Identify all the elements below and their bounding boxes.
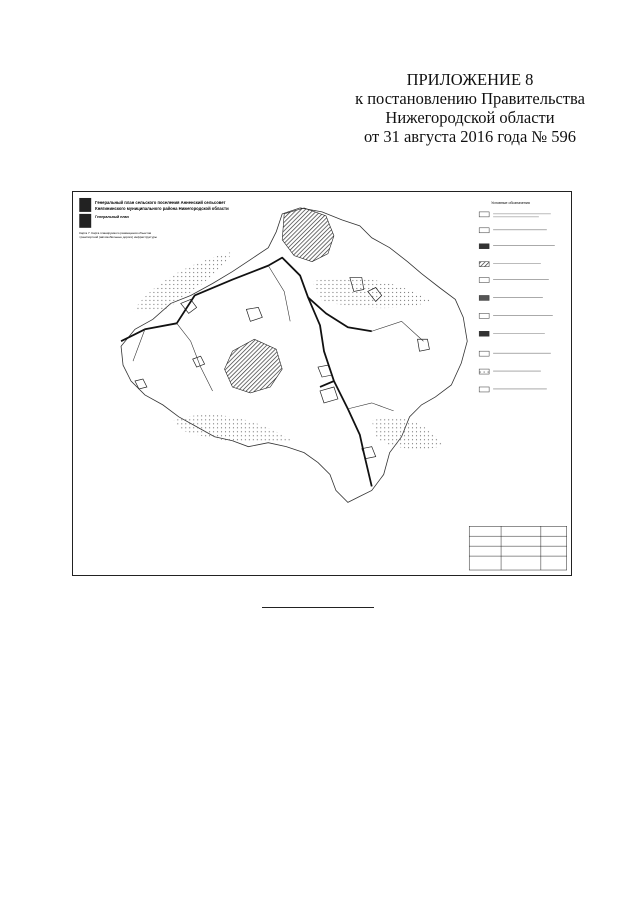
appendix-header (340, 70, 600, 146)
woodland-area (312, 278, 431, 309)
appendix-reference: к постановлению Правительства (355, 89, 585, 108)
woodland-area (173, 415, 292, 443)
woodland-area (372, 418, 444, 450)
map-subtitle: Генеральный план (95, 214, 129, 219)
map-title-line1: Генеральный план сельского поселения Анненский сельсовет (95, 199, 226, 205)
coat-of-arms-icon (79, 198, 91, 212)
map-title-line2: Княгининского муниципального района Нижегородской области (95, 205, 229, 211)
legend-title: Условные обозначения (491, 200, 530, 205)
appendix-region: Нижегородской области (385, 108, 555, 127)
map-title-block (79, 198, 229, 239)
hatched-zone-north (282, 208, 334, 262)
map-sheet (72, 191, 572, 576)
district-emblem-icon (79, 214, 91, 228)
closing-rule (262, 607, 374, 608)
map-legend (479, 201, 555, 392)
map-caption-line1: Карта 7. Карта планируемого размещения объектов (79, 230, 152, 235)
drawing-stamp (469, 526, 566, 570)
appendix-number: ПРИЛОЖЕНИЕ 8 (406, 70, 534, 89)
hatched-zone-center (225, 339, 283, 393)
map-drawing (73, 192, 571, 575)
appendix-date: от 31 августа 2016 года № 596 (363, 127, 577, 146)
map-caption-line2: транспортной (автомобильные дороги) инфраструктуры (79, 234, 157, 239)
